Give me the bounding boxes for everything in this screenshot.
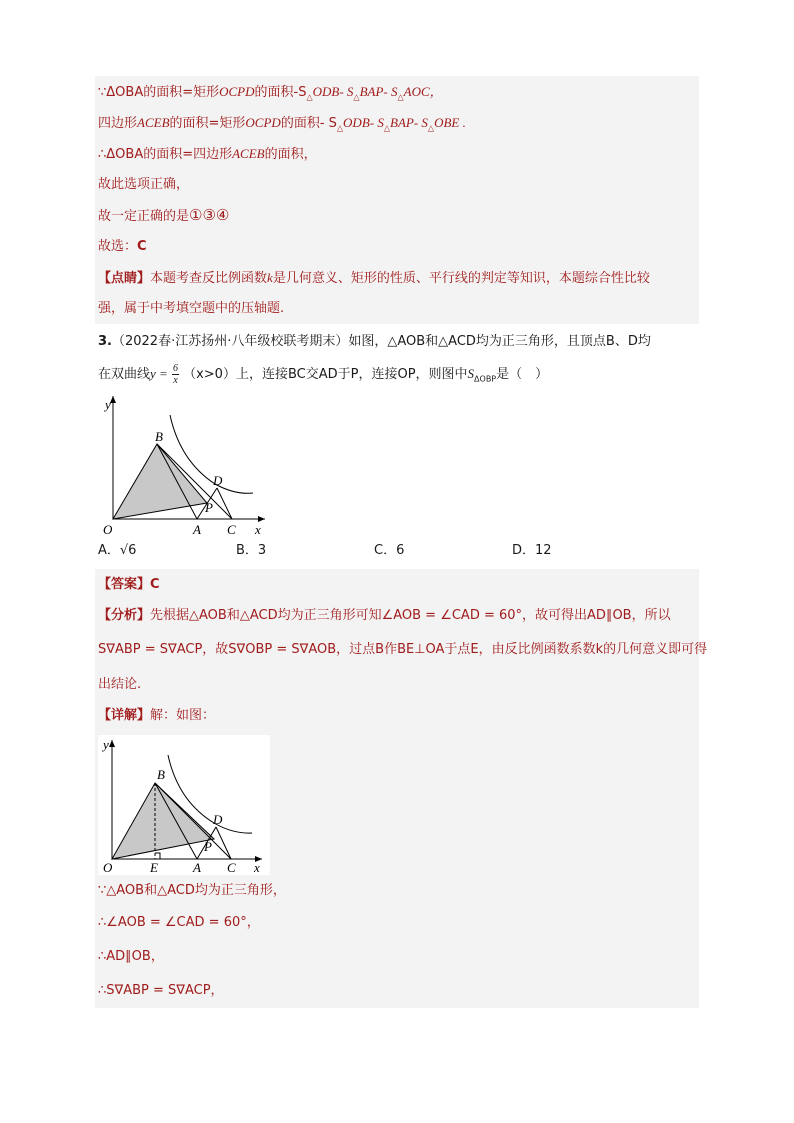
- label-O: O: [103, 522, 113, 537]
- choice-d: D．12: [512, 543, 552, 558]
- label-P: P: [205, 500, 213, 515]
- question-3-line-2: 在双曲线y = $\frac{6}{x}$ （x>0）上，连接BC交AD于P，连接OP，则图中$S_{\Delta OBP}$是（ ）: [98, 363, 549, 386]
- detail-figure-wrap: [95, 731, 699, 875]
- detail-step-2: ∴∠AOB = ∠CAD = 60°，: [98, 915, 260, 930]
- detail-step-3: ∴AD∥OB，: [98, 949, 164, 964]
- choice-b: B．3: [236, 543, 267, 558]
- label-x: x: [254, 860, 260, 875]
- label-y: y: [105, 397, 111, 412]
- detail-step-1: ∵△AOB和△ACD均为正三角形，: [98, 883, 286, 898]
- label-C: C: [227, 522, 236, 537]
- analysis-line-1: 【分析】先根据△AOB和△ACD均为正三角形可知∠AOB = ∠CAD = 60°，故可得出AD∥OB，所以: [98, 608, 671, 623]
- detail-figure: [98, 735, 270, 875]
- detail-step-4: ∴S∇ABP = S∇ACP，: [98, 983, 224, 998]
- comment-line-2: 强，属于中考填空题中的压轴题.: [98, 301, 285, 316]
- solution-continuation: [95, 76, 699, 324]
- analysis-line-3: 出结论.: [98, 677, 142, 692]
- solution-line-5: 故一定正确的是①③④: [98, 206, 230, 224]
- comment-line-1: 【点睛】本题考查反比例函数k是几何意义、矩形的性质、平行线的判定等知识，本题综合性比较: [98, 270, 650, 286]
- label-A: A: [193, 522, 201, 537]
- document-page: [95, 76, 708, 1008]
- question-3: [95, 326, 699, 565]
- question-source: （2022春·江苏扬州·八年级校联考期末）: [111, 334, 349, 349]
- solution-line-2: 四边形ACEB的面积=矩形OCPD的面积- $S_\triangle ODB-$ $S_\triangle BAP-$ $S_\triangle OBE$ .: [98, 115, 466, 133]
- solution-line-6: 故选：C: [98, 239, 147, 254]
- label-D: D: [213, 812, 223, 827]
- label-D: D: [213, 473, 223, 488]
- fraction-6-over-x: $\frac{6}{x}$: [172, 363, 178, 386]
- solution-line-4: 故此选项正确，: [98, 177, 190, 192]
- label-A: A: [193, 860, 201, 875]
- label-B: B: [157, 767, 165, 782]
- question-figure: [95, 391, 275, 537]
- choice-a: A．√6: [98, 543, 137, 558]
- detail-line: 【详解】解：如图：: [98, 708, 216, 723]
- label-O: O: [103, 860, 113, 875]
- question-3-line-1: 3.（2022春·江苏扬州·八年级校联考期末）如图，△AOB和△ACD均为正三角形，且顶点B、D均: [98, 334, 651, 349]
- comment-tag: 【点睛】: [98, 271, 151, 286]
- answer-block: [95, 569, 708, 1008]
- choice-c: C．6: [374, 543, 405, 558]
- answer-choices: [95, 537, 699, 565]
- label-B: B: [155, 429, 163, 444]
- label-x: x: [255, 522, 261, 537]
- solution-line-1: ∵ΔOBA的面积=矩形OCPD的面积$-S_\triangle ODB-$ $S_\triangle BAP-$ $S_\triangle AOC$，: [98, 84, 443, 102]
- label-E: E: [150, 860, 158, 875]
- solution-line-3: ∴ΔOBA的面积=四边形ACEB的面积，: [98, 146, 317, 162]
- label-y: y: [103, 737, 109, 752]
- label-P: P: [204, 839, 212, 854]
- answer-line: 【答案】C: [98, 577, 160, 592]
- label-C: C: [227, 860, 236, 875]
- analysis-line-2: S∇ABP = S∇ACP，故S∇OBP = S∇AOB，过点B作BE⊥OA于点E，由反比例函数系数k的几何意义即可得: [98, 642, 708, 657]
- question-number: 3.: [98, 334, 112, 349]
